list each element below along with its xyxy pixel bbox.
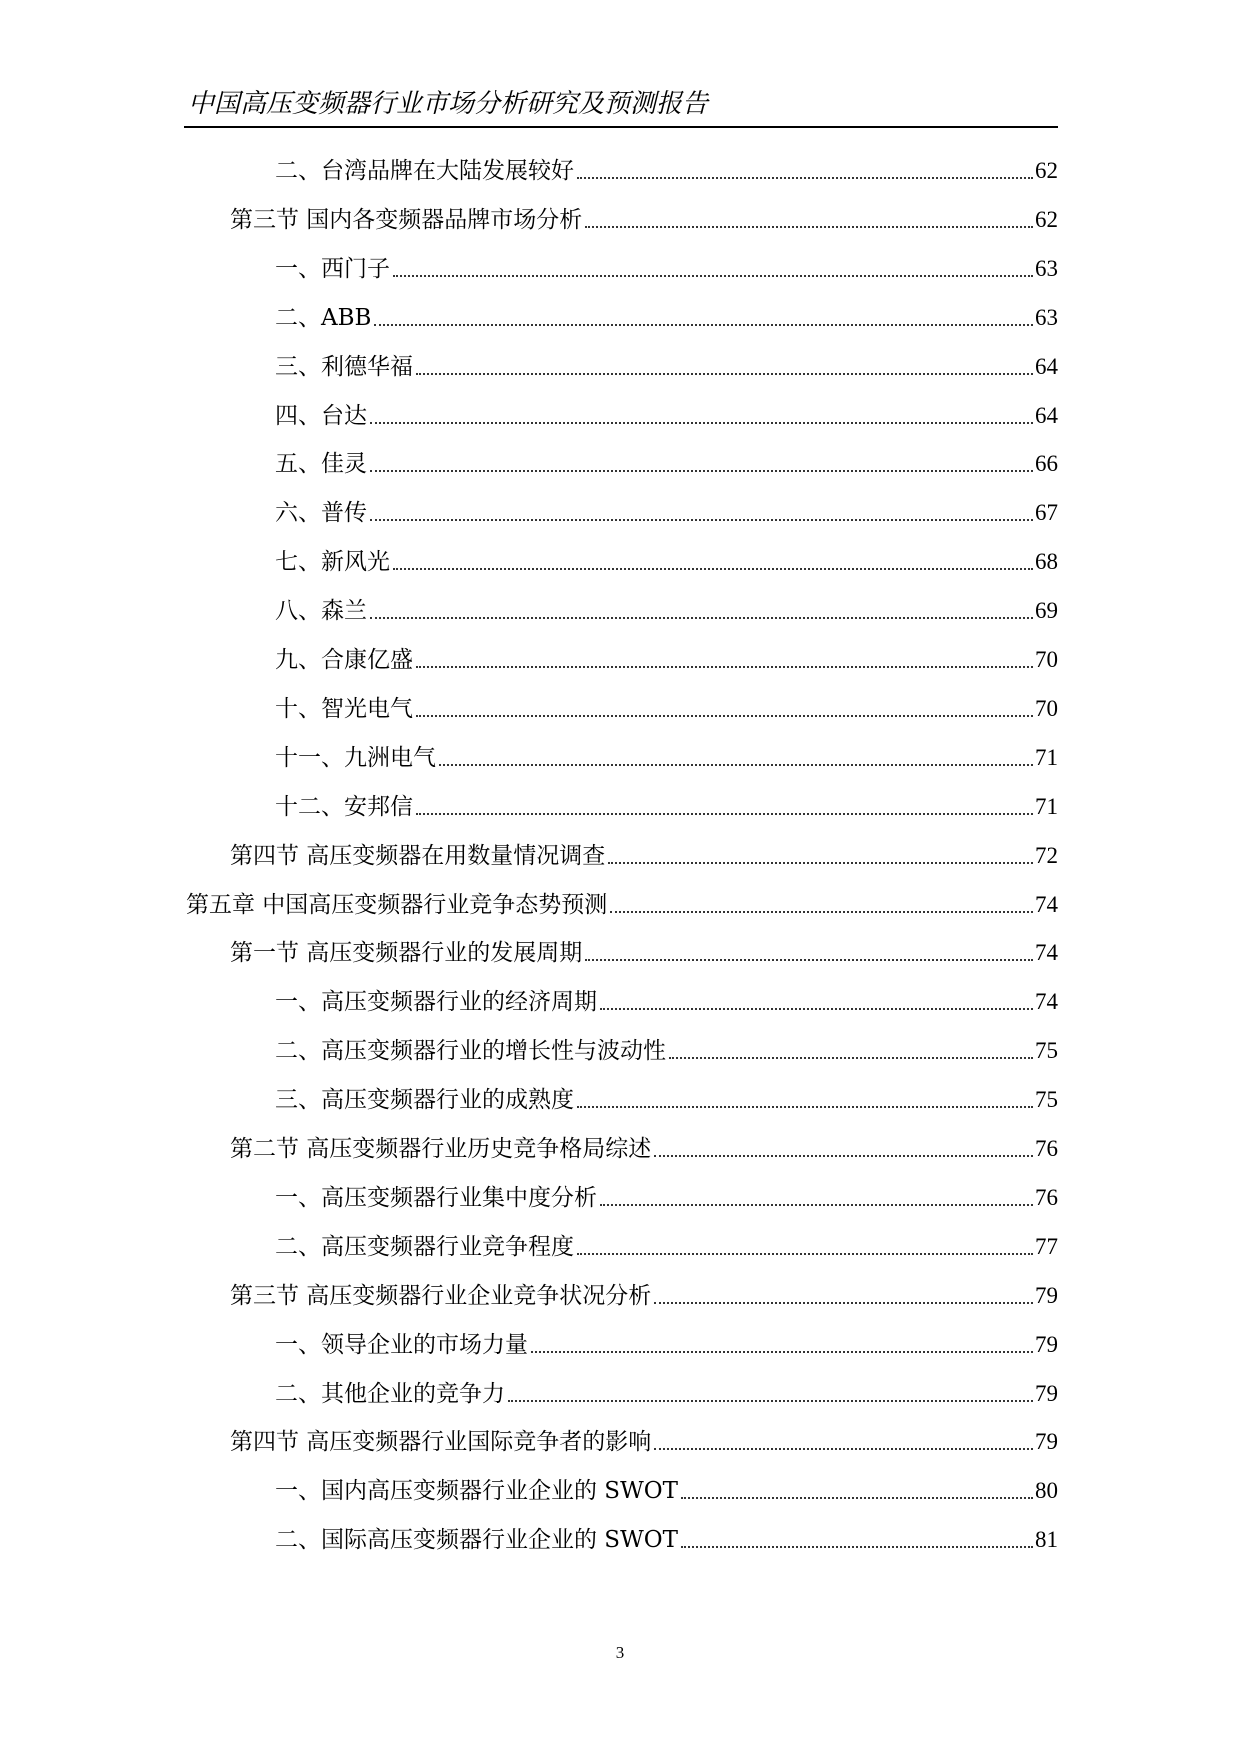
toc-entry-page: 70: [1035, 695, 1058, 721]
toc-entry-label: 一、领导企业的市场力量: [275, 1331, 528, 1358]
toc-dot-leader: [577, 176, 1033, 179]
toc-entry-page: 79: [1035, 1380, 1058, 1406]
toc-entry[interactable]: [275, 641, 1058, 675]
toc-entry-page: 69: [1035, 598, 1058, 624]
toc-entry-page: 75: [1035, 1038, 1058, 1064]
toc-entry-label: 十、智光电气: [275, 695, 413, 722]
toc-dot-leader: [669, 1056, 1033, 1059]
toc-entry[interactable]: [275, 592, 1058, 626]
toc-dot-leader: [393, 274, 1033, 277]
toc-entry-page: 74: [1035, 891, 1058, 917]
toc-dot-leader: [681, 1496, 1033, 1499]
toc-dot-leader: [439, 763, 1033, 766]
toc-entry-page: 63: [1035, 255, 1058, 281]
toc-entry[interactable]: [275, 1521, 1058, 1555]
toc-entry-label: 一、高压变频器行业集中度分析: [275, 1184, 597, 1211]
toc-entry-page: 79: [1035, 1282, 1058, 1308]
toc-entry[interactable]: [275, 250, 1058, 284]
toc-entry-page: 64: [1035, 402, 1058, 428]
toc-entry[interactable]: [275, 299, 1058, 333]
toc-entry-label: 四、台达: [275, 402, 367, 429]
toc-entry-page: 63: [1035, 304, 1058, 330]
toc-entry-label: 二、ABB: [275, 304, 372, 331]
toc-entry-label: 三、利德华福: [275, 353, 413, 380]
toc-entry-label: 八、森兰: [275, 598, 367, 625]
toc-entry[interactable]: [230, 1130, 1058, 1164]
toc-entry-page: 76: [1035, 1184, 1058, 1210]
toc-dot-leader: [654, 1154, 1033, 1157]
page-number: 3: [615, 1643, 625, 1662]
toc-entry[interactable]: [275, 788, 1058, 822]
toc-dot-leader: [370, 469, 1033, 472]
toc-entry-label: 十一、九洲电气: [275, 744, 436, 771]
toc-entry-page: 64: [1035, 353, 1058, 379]
toc-dot-leader: [585, 958, 1033, 961]
toc-dot-leader: [600, 1203, 1033, 1206]
toc-entry-label: 二、其他企业的竞争力: [275, 1380, 505, 1407]
toc-entry-label: 第四节 高压变频器行业国际竞争者的影响: [230, 1429, 652, 1456]
toc-entry-page: 71: [1035, 744, 1058, 770]
toc-entry-label: 第五章 中国高压变频器行业竞争态势预测: [186, 891, 608, 918]
toc-dot-leader: [577, 1105, 1033, 1108]
toc-dot-leader: [610, 910, 1033, 913]
toc-entry-label: 一、西门子: [275, 255, 390, 282]
toc-entry[interactable]: [186, 886, 1058, 920]
toc-entry-page: 79: [1035, 1429, 1058, 1455]
toc-dot-leader: [416, 714, 1033, 717]
toc-entry[interactable]: [230, 201, 1058, 235]
toc-entry[interactable]: [275, 397, 1058, 431]
toc-entry-label: 一、国内高压变频器行业企业的 SWOT: [275, 1478, 678, 1505]
toc-entry[interactable]: [275, 1081, 1058, 1115]
toc-entry-label: 第四节 高压变频器在用数量情况调查: [230, 842, 606, 869]
toc-entry-page: 79: [1035, 1331, 1058, 1357]
toc-dot-leader: [577, 1252, 1033, 1255]
toc-entry-label: 第二节 高压变频器行业历史竞争格局综述: [230, 1136, 652, 1162]
toc-entry[interactable]: [275, 1326, 1058, 1360]
toc-entry-page: 80: [1035, 1478, 1058, 1504]
toc-entry-page: 68: [1035, 549, 1058, 575]
toc-dot-leader: [370, 616, 1033, 619]
toc-entry[interactable]: [275, 739, 1058, 773]
toc-entry-label: 九、合康亿盛: [275, 647, 413, 673]
toc-entry-label: 六、普传: [275, 500, 367, 527]
toc-dot-leader: [374, 323, 1033, 326]
toc-entry[interactable]: [275, 1375, 1058, 1409]
toc-dot-leader: [531, 1350, 1033, 1353]
toc-entry-label: 第三节 高压变频器行业企业竞争状况分析: [230, 1282, 652, 1309]
toc-entry[interactable]: [275, 543, 1058, 577]
toc-entry-label: 二、高压变频器行业竞争程度: [275, 1233, 574, 1260]
toc-entry-label: 一、高压变频器行业的经济周期: [275, 989, 597, 1016]
toc-entry-page: 75: [1035, 1087, 1058, 1113]
toc-entry[interactable]: [230, 837, 1058, 871]
toc-entry-label: 十二、安邦信: [275, 793, 413, 820]
toc-entry-label: 第一节 高压变频器行业的发展周期: [230, 940, 583, 967]
toc-entry-page: 72: [1035, 842, 1058, 868]
toc-entry-label: 七、新风光: [275, 549, 390, 576]
toc-dot-leader: [585, 225, 1033, 228]
toc-entry[interactable]: [275, 1179, 1058, 1213]
toc-dot-leader: [654, 1301, 1033, 1304]
toc-entry[interactable]: [275, 1472, 1058, 1506]
toc-dot-leader: [416, 372, 1033, 375]
toc-entry-page: 74: [1035, 989, 1058, 1015]
toc-dot-leader: [416, 665, 1033, 668]
toc-entry-label: 二、台湾品牌在大陆发展较好: [275, 158, 574, 184]
toc-entry[interactable]: [275, 445, 1058, 479]
toc-entry[interactable]: [275, 1228, 1058, 1262]
toc-entry-page: 67: [1035, 500, 1058, 526]
toc-entry-page: 62: [1035, 206, 1058, 232]
toc-entry-page: 66: [1035, 451, 1058, 477]
toc-dot-leader: [370, 421, 1033, 424]
toc-dot-leader: [654, 1447, 1033, 1450]
toc-entry-page: 71: [1035, 793, 1058, 819]
toc-entry[interactable]: [230, 1423, 1058, 1457]
toc-dot-leader: [416, 812, 1033, 815]
toc-entry-label: 二、高压变频器行业的增长性与波动性: [275, 1038, 666, 1065]
toc-entry-label: 第三节 国内各变频器品牌市场分析: [230, 206, 583, 233]
toc-entry[interactable]: [275, 690, 1058, 724]
toc-dot-leader: [600, 1007, 1033, 1010]
toc-entry[interactable]: [230, 934, 1058, 968]
toc-entry[interactable]: [275, 983, 1058, 1017]
toc-entry[interactable]: [275, 348, 1058, 382]
toc-dot-leader: [681, 1545, 1033, 1548]
toc-entry-label: 二、国际高压变频器行业企业的 SWOT: [275, 1527, 678, 1554]
toc-dot-leader: [508, 1399, 1033, 1402]
toc-entry-page: 62: [1035, 158, 1058, 183]
toc-entry[interactable]: [275, 494, 1058, 528]
toc-entry[interactable]: [275, 152, 1058, 186]
toc-entry-label: 三、高压变频器行业的成熟度: [275, 1087, 574, 1114]
toc-dot-leader: [370, 518, 1033, 521]
toc-entry[interactable]: [275, 1032, 1058, 1066]
toc-entry-page: 81: [1035, 1527, 1058, 1553]
document-title: 中国高压变频器行业市场分析研究及预测报告: [188, 89, 709, 119]
page-header: [184, 86, 1058, 128]
toc-entry-page: 74: [1035, 940, 1058, 966]
toc-dot-leader: [393, 567, 1033, 570]
toc-entry-page: 70: [1035, 647, 1058, 672]
toc-dot-leader: [608, 861, 1033, 864]
toc-entry[interactable]: [230, 1277, 1058, 1311]
toc-entry-page: 77: [1035, 1233, 1058, 1259]
toc-entry-label: 五、佳灵: [275, 451, 367, 478]
toc-entry-page: 76: [1035, 1136, 1058, 1161]
